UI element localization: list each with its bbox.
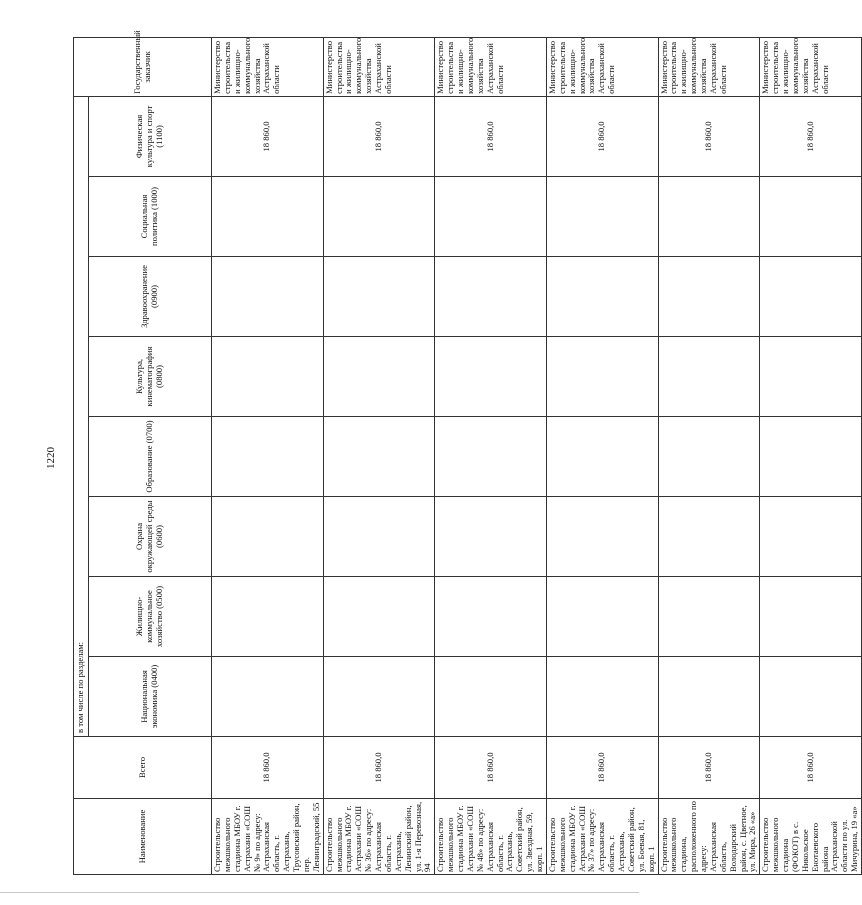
row-section-0600 <box>212 497 324 577</box>
row-total: 18 860,0 <box>546 737 658 799</box>
row-section-0700 <box>435 417 547 497</box>
table-row <box>546 37 658 874</box>
row-customer: Министерство строительства и жилищно-коммунального хозяйства Астраханской области <box>546 37 658 96</box>
page-number: 1220 <box>45 447 57 469</box>
row-total: 18 860,0 <box>435 737 547 799</box>
row-section-1000 <box>658 177 760 257</box>
row-section-0400 <box>760 657 862 737</box>
row-name: Строительство межшкольного стадиона МБОУ г. Астрахани «СОШ № 9» по адресу: Астраханская область, г. Астрахань, Трусовский район, пер. Ленинградский, 55 <box>212 799 324 875</box>
row-section-1000 <box>323 177 435 257</box>
row-name: Строительство межшкольного стадиона МБОУ г. Астрахани «СОШ № 36» по адресу: Астраханская область, г. Астрахань, Ленинский район, ул. 1-я Перевозная, 94 <box>323 799 435 875</box>
row-customer: Министерство строительства и жилищно-коммунального хозяйства Астраханской области <box>435 37 547 96</box>
row-section-0800 <box>212 337 324 417</box>
row-section-0600 <box>658 497 760 577</box>
row-section-0500 <box>323 577 435 657</box>
row-section-0500 <box>760 577 862 657</box>
row-name: Строительство межшкольного стадиона, расположенного по адресу: Астраханская область, Володарский район, с. Цветное, ул. Мира, 26 «а» <box>658 799 760 875</box>
row-name: Строительство межшкольного стадиона МБОУ г. Астрахани «СОШ № 48» по адресу: Астраханская область, г. Астрахань, Советский район, ул. Звездная, 59, корп. 1 <box>435 799 547 875</box>
row-section-0900 <box>658 257 760 337</box>
row-section-0900 <box>212 257 324 337</box>
row-section-0700 <box>760 417 862 497</box>
row-section-1100: 18 860,0 <box>546 96 658 176</box>
table-row <box>435 37 547 874</box>
row-section-0400 <box>323 657 435 737</box>
row-total: 18 860,0 <box>658 737 760 799</box>
header-section-0500: Жилищно-коммунальное хозяйство (0500) <box>89 577 212 657</box>
row-section-0500 <box>546 577 658 657</box>
header-customer: Государственный заказчик <box>74 37 212 96</box>
header-section-1000: Социальная политика (1000) <box>89 177 212 257</box>
row-section-0800 <box>760 337 862 417</box>
row-section-0400 <box>435 657 547 737</box>
row-section-0800 <box>658 337 760 417</box>
row-section-0400 <box>212 657 324 737</box>
row-section-0700 <box>658 417 760 497</box>
table-header <box>74 30 212 874</box>
row-section-0800 <box>546 337 658 417</box>
header-section-0900: Здравоохранение (0900) <box>89 257 212 337</box>
row-name: Строительство межшкольного стадиона (ФОКОТ) в с. Никольское Енотаевского района Астраханской области по ул. Мичурина, 19 «а» <box>760 799 862 875</box>
row-section-0800 <box>323 337 435 417</box>
header-section-0700: Образование (0700) <box>89 417 212 497</box>
header-total: Всего <box>74 737 212 799</box>
row-total: 18 860,0 <box>323 737 435 799</box>
table-row <box>658 37 760 874</box>
header-section-0800: Культура, кинематография (0800) <box>89 337 212 417</box>
row-section-0900 <box>760 257 862 337</box>
row-section-0500 <box>435 577 547 657</box>
row-section-1100: 18 860,0 <box>212 96 324 176</box>
row-customer: Министерство строительства и жилищно-коммунального хозяйства Астраханской области <box>760 37 862 96</box>
row-section-0700 <box>323 417 435 497</box>
header-section-0600: Охрана окружающей среды (0600) <box>89 497 212 577</box>
row-section-0700 <box>546 417 658 497</box>
row-section-0900 <box>435 257 547 337</box>
page-bottom-rule <box>0 892 639 893</box>
row-section-1000 <box>546 177 658 257</box>
row-section-1000 <box>760 177 862 257</box>
row-section-0400 <box>658 657 760 737</box>
row-section-0600 <box>323 497 435 577</box>
row-section-0400 <box>546 657 658 737</box>
row-section-0500 <box>658 577 760 657</box>
row-section-1100: 18 860,0 <box>760 96 862 176</box>
row-section-0800 <box>435 337 547 417</box>
table-row <box>323 37 435 874</box>
row-section-0700 <box>212 417 324 497</box>
row-total: 18 860,0 <box>212 737 324 799</box>
row-total: 18 860,0 <box>760 737 862 799</box>
row-section-0500 <box>212 577 324 657</box>
header-section-0400: Национальная экономика (0400) <box>89 657 212 737</box>
row-customer: Министерство строительства и жилищно-коммунального хозяйства Астраханской области <box>658 37 760 96</box>
row-section-0900 <box>546 257 658 337</box>
row-customer: Министерство строительства и жилищно-коммунального хозяйства Астраханской области <box>323 37 435 96</box>
header-sections-group: в том числе по разделам: <box>74 96 89 736</box>
header-section-1100: Физическая культура и спорт (1100) <box>89 96 212 176</box>
table-row <box>212 37 324 874</box>
row-section-0600 <box>435 497 547 577</box>
row-section-0900 <box>323 257 435 337</box>
row-section-1100: 18 860,0 <box>323 96 435 176</box>
header-name: Наименование <box>74 799 212 875</box>
row-section-1100: 18 860,0 <box>658 96 760 176</box>
table-body <box>212 37 862 874</box>
row-section-0600 <box>546 497 658 577</box>
budget-table <box>73 30 862 875</box>
row-section-1000 <box>435 177 547 257</box>
row-section-0600 <box>760 497 862 577</box>
row-customer: Министерство строительства и жилищно-коммунального хозяйства Астраханской области <box>212 37 324 96</box>
row-name: Строительство межшкольного стадиона МБОУ г. Астрахани «СОШ № 37» по адресу: Астраханская область, г. Астрахань, Советский район, ул. Боевая, 81, корп. 1 <box>546 799 658 875</box>
row-section-1000 <box>212 177 324 257</box>
rotated-table-container <box>73 30 860 875</box>
table-row <box>760 37 862 874</box>
row-section-1100: 18 860,0 <box>435 96 547 176</box>
